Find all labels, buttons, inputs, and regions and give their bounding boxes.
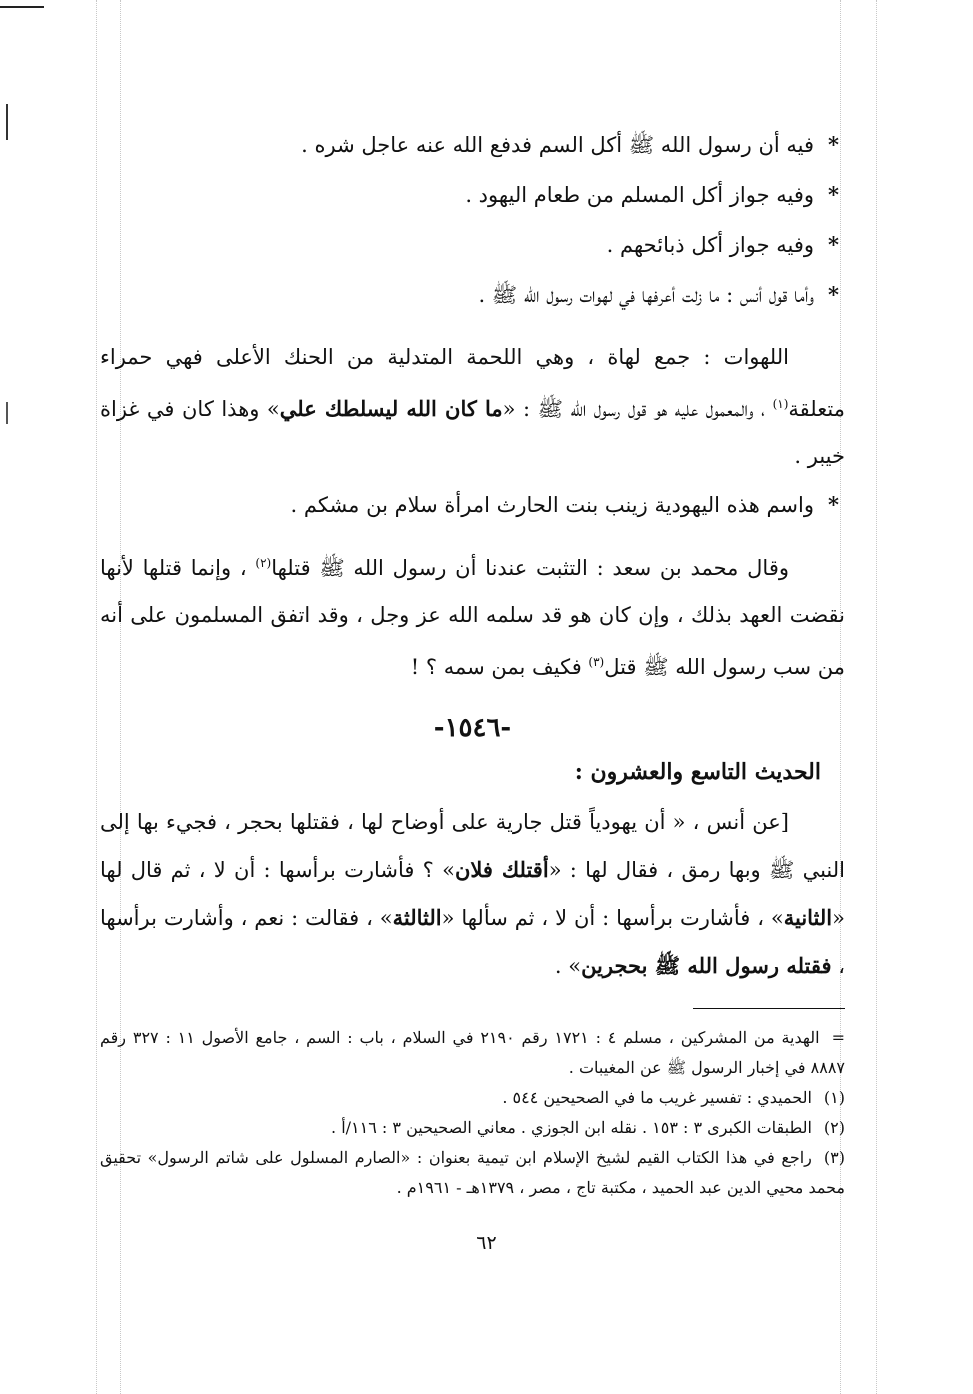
para-text: [عن أنس ، « أن يهودياً قتل جارية على أوضاح لها ، فقتلها بحجر ، فجيء بها إلى النبي ﷺ وبها رمق ، فقال لها : « [100, 810, 845, 882]
bullet-mark: * [828, 132, 839, 157]
footnote [100, 1113, 845, 1143]
bullet-text: وأما قول أنس : ما زلت أعرفها في لهوات رسول الله ﷺ . [478, 283, 815, 307]
hadith-heading: الحديث التاسع والعشرون : [574, 759, 821, 785]
hadith-text [100, 799, 845, 990]
bold-quote: الثالثة [392, 905, 442, 930]
bold-quote: فقتله رسول الله ﷺ بحجرين [581, 953, 832, 978]
bold-quote: أقتلك فلان [454, 857, 549, 882]
bullet-text: وفيه جواز أكل ذبائحهم . [606, 233, 815, 257]
footnote-text: الطبقات الكبرى ٣ : ١٥٣ . نقله ابن الجوزي . معاني الصحيحين ٣ : ١١٦/أ . [331, 1118, 812, 1137]
footnote [100, 1023, 845, 1083]
para-text: » . [554, 954, 582, 978]
bullet-text: واسم هذه اليهودية زينب بنت الحارث امرأة سلام بن مشكم . [290, 493, 815, 517]
para-text: » ، فقالت : نعم ، وأشارت برأسها ، [100, 906, 845, 978]
bullet-item [100, 480, 839, 530]
para-text: فكيف بمن سمه ؟ ! [410, 655, 589, 679]
footnote-ref: (٣) [588, 655, 605, 669]
footnote-mark: = [831, 1028, 846, 1047]
book-page [100, 120, 845, 1203]
bold-quote: ما كان الله ليسلطك علي [279, 396, 503, 421]
bullet-item [100, 270, 839, 320]
footnote-mark: (٢) [823, 1118, 845, 1137]
scan-artifact-left [6, 104, 8, 140]
para-text: ، وإنما قتلها لأنها نقضت العهد بذلك ، وإن كان هو قد سلمه الله عز وجل ، وقد اتفق المسلمون على أنه من سب رسول الله ﷺ قتل [100, 556, 845, 679]
para-text: » وهذا كان في غزاة خيبر . [100, 397, 845, 468]
bullet-text: وفيه جواز أكل المسلم من طعام اليهود . [465, 183, 815, 207]
footnote-text: الهدية من المشركين ، مسلم ٤ : ١٧٢١ رقم ٢١٩٠ في السلام ، باب : السم ، جامع الأصول ١١ : ٣٢٧ رقم ٨٨٨٧ في إخبار الرسول ﷺ عن المغيبات . [100, 1028, 845, 1077]
page-number: ٦٢ [476, 1232, 497, 1254]
footnote [100, 1143, 845, 1203]
scan-guide-line [876, 0, 877, 1394]
scan-artifact-left-small [6, 402, 8, 424]
footnote-text: الحميدي : تفسير غريب ما في الصحيحين ٥٤٤ . [502, 1088, 812, 1107]
para-text: » ، فأشارت برأسها : أن لا ، ثم سألها « [441, 906, 784, 930]
footnote-text: راجع في هذا الكتاب القيم لشيخ الإسلام ابن تيمية بعنوان : «الصارم المسلول على شاتم الرسول» تحقيق محمد محيي الدين عبد الحميد ، مكتبة تاج ، مصر ، ١٣٧٩هـ - ١٩٦١م . [100, 1148, 845, 1197]
bullet-mark: * [828, 182, 839, 207]
footnote-divider [693, 1008, 845, 1009]
footnote [100, 1083, 845, 1113]
bullet-text: فيه أن رسول الله ﷺ أكل السم فدفع الله عنه عاجل شره . [301, 133, 815, 157]
scan-guide-line [96, 0, 97, 1394]
bullet-item [100, 220, 839, 270]
bold-quote: الثانية [783, 905, 833, 930]
footnote-ref: (١) [772, 397, 789, 411]
bullet-item [100, 170, 839, 220]
footnote-mark: (١) [823, 1088, 845, 1107]
para-text: » ؟ فأشارت برأسها : أن لا ، ثم قال لها « [100, 858, 845, 930]
bullet-mark: * [828, 232, 839, 257]
bullet-mark: * [828, 282, 839, 307]
footnote-mark: (٣) [823, 1148, 845, 1167]
bullet-mark: * [828, 492, 839, 517]
paragraph-ibn-saad [100, 540, 845, 691]
hadith-number: -١٥٤٦- [433, 713, 512, 743]
para-text: ، والمعمول عليه هو قول رسول الله ﷺ : « [502, 397, 773, 421]
footnote-ref: (٢) [255, 556, 272, 570]
scan-artifact-top [0, 6, 44, 8]
bullet-item [100, 120, 839, 170]
para-text: وقال محمد بن سعد : التثبت عندنا أن رسول الله ﷺ قتلها [271, 556, 790, 580]
paragraph-lahawat [100, 334, 845, 480]
para-text: اللهوات : جمع لهاة ، وهي اللحمة المتدلية من الحنك الأعلى فهي حمراء متعلقة [100, 345, 845, 421]
